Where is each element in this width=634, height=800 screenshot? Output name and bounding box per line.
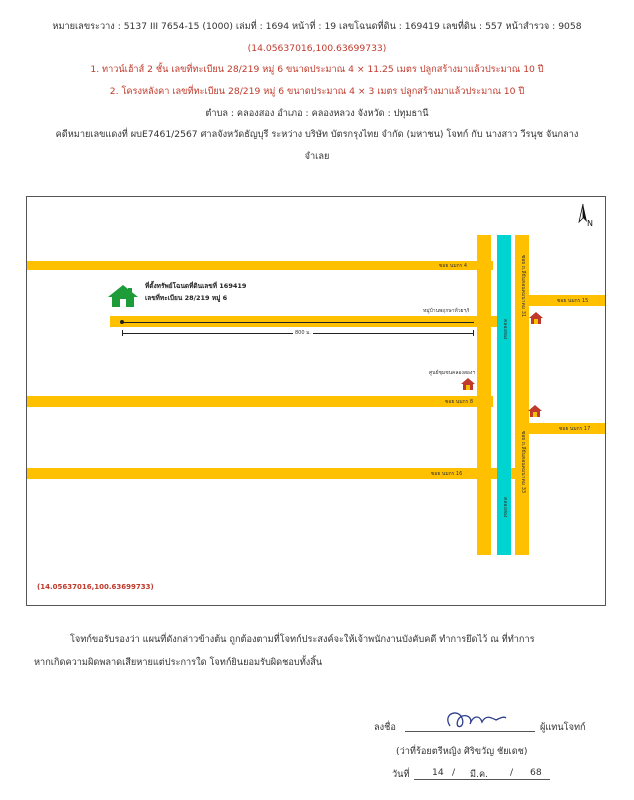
header-coordinates: (14.05637016,100.63699733) <box>247 43 387 54</box>
header-line-1: หมายเลขระวาง : 5137 III 7654-15 (1000) เล่มที่ : 1694 หน้าที่ : 19 เลขโฉนดที่ดิน : 169419 เลขที่ดิน : 557 หน้าสำรวจ : 9058 <box>52 21 582 32</box>
property-title: ที่ตั้งทรัพย์โฉนดที่ดินเลขที่ 169419 <box>145 282 247 290</box>
label-soi-16: ซอย นมกร 16 <box>431 471 463 477</box>
building-1-text: 1. ทาวน์เฮ้าส์ 2 ชั้น เลขที่ทะเบียน 28/219 หมู่ 6 ขนาดประมาณ 4 × 11.25 เมตร ปลูกสร้างมาแล้วประมาณ 10 ปี <box>90 64 544 75</box>
date-sep-1: / <box>452 767 456 778</box>
road-soi-4 <box>27 261 493 270</box>
house-icon-right-lower <box>528 405 542 417</box>
date-day: 14 <box>432 767 444 778</box>
label-canal-upper: คลองสอง <box>502 319 508 340</box>
statement-line-1: โจทก์ขอรับรองว่า แผนที่ดังกล่าวข้างต้น ถูกต้องตามที่โจทก์ประสงค์จะให้เจ้าพนักงานบังคับคดี ทำการยึดไว้ ณ ที่ทำการ <box>70 634 535 645</box>
label-soi-4: ซอย นมกร 4 <box>439 263 468 269</box>
property-house-icon <box>107 284 139 308</box>
map-coordinates: (14.05637016,100.63699733) <box>37 583 154 591</box>
road-vertical-left <box>477 235 491 555</box>
distance-label: 800 ม. <box>295 330 312 336</box>
case-line: คดีหมายเลขแดงที่ ผบE7461/2567 ศาลจังหวัดธัญบุรี ระหว่าง บริษัท บัตรกรุงไทย จำกัด (มหาชน) โจทก์ กับ นางสาว วีรนุช จันกลาง <box>55 129 579 140</box>
label-landmark: ศูนย์ชุมชนคลองสองฯ <box>429 370 476 376</box>
label-vertical-road-upper: ซอย ถ.ลียันตอนคมนาคม 31 <box>520 255 526 318</box>
date-prefix: วันที่ <box>392 769 410 780</box>
label-soi-8: ซอย นมกร 8 <box>445 399 474 405</box>
label-vertical-road-lower: ซอย ถ.ลียันตอนคมนาคม 33 <box>520 431 526 494</box>
location-line: ตำบล : คลองสอง อำเภอ : คลองหลวง จังหวัด : ปทุมธานี <box>205 108 429 119</box>
building-1-description <box>0 64 634 76</box>
distance-tick-right <box>473 330 474 336</box>
label-village: หมู่บ้านพฤกษาห้วยฯ/I <box>423 308 470 314</box>
landmark-house-icon <box>461 378 475 390</box>
signer-name: (ว่าที่ร้อยตรีหญิง ศิริขวัญ ชัยเดช) <box>396 746 528 757</box>
defendant-label: จำเลย <box>304 151 330 162</box>
sign-suffix: ผู้แทนโจทก์ <box>540 722 586 733</box>
label-soi-17: ซอย นมกร 17 <box>559 426 591 432</box>
date-month: มี.ค. <box>470 769 489 780</box>
property-registration: เลขที่ทะเบียน 28/219 หมู่ 6 <box>145 294 228 302</box>
building-2-text: 2. โครงหลังคา เลขที่ทะเบียน 28/219 หมู่ 6 ขนาดประมาณ 4 × 3 เมตร ปลูกสร้างมาแล้วประมาณ 10 ปี <box>109 86 525 97</box>
sign-prefix: ลงชื่อ <box>374 722 396 733</box>
building-2-description <box>0 86 634 98</box>
statement-line-2: หากเกิดความผิดพลาดเสียหายแต่ประการใด โจทก์ยินยอมรับผิดชอบทั้งสิ้น <box>34 657 323 668</box>
date-year: 68 <box>530 767 542 778</box>
label-soi-15: ซอย นมกร 15 <box>557 298 589 304</box>
house-icon-right-upper <box>529 312 543 324</box>
road-soi-8 <box>27 396 493 407</box>
compass-label: N <box>587 219 593 228</box>
access-line <box>122 322 474 323</box>
compass-north-icon <box>575 202 597 232</box>
distance-tick-left <box>122 330 123 336</box>
label-canal-lower: คลองสอง <box>502 497 508 518</box>
access-point <box>120 320 124 324</box>
signature-image <box>440 706 510 734</box>
map-frame <box>26 196 606 606</box>
date-sep-2: / <box>510 767 514 778</box>
